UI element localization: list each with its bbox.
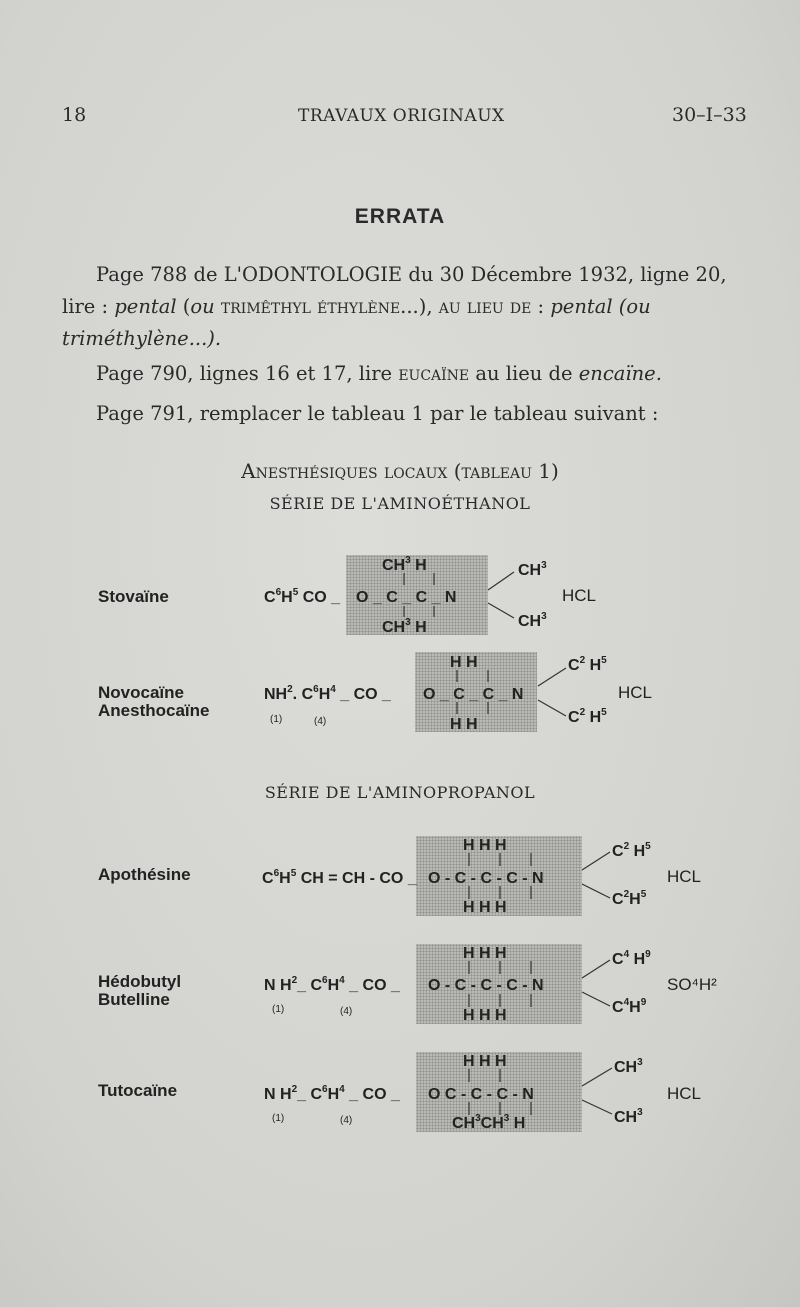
text-fragment: Page 790, lignes 16 et 17, lire: [96, 362, 399, 385]
svg-text:H H H: H H H: [463, 899, 507, 916]
svg-text:C6H5 CO _: $C^6H^5$ CO _: [264, 587, 341, 606]
errata-title: ERRATA: [354, 205, 446, 228]
svg-text:CH3: $CH^3$: [518, 560, 547, 579]
svg-text:H H: H H: [450, 654, 478, 671]
svg-text:O - C - C - C - N: O - C - C - C - N: [428, 977, 544, 994]
compound-name: Tutocaïne: [98, 1081, 178, 1100]
svg-text:C6H5 CH = CH - CO _: $C^6H^5$ CH = CH - CO _: [262, 868, 417, 887]
svg-text:H H H: H H H: [463, 1007, 507, 1024]
svg-text:C4 H9: $C^4$ $H^9$: [612, 949, 651, 968]
position-index: (4): [340, 1006, 353, 1017]
series-heading-aminopropanol: SÉRIE DE L'AMINOPROPANOL: [264, 783, 536, 802]
salt-label: HCL: [667, 1084, 702, 1103]
compound-name: Novocaïne: [98, 683, 184, 702]
svg-text:H H H: H H H: [463, 837, 507, 854]
svg-text:C2 H5: $C^2$ $H^5$: [568, 707, 607, 726]
text-fragment: lire :: [62, 295, 115, 318]
svg-text:CH3 H: $CH^3$ H: [382, 617, 427, 636]
svg-text:CH3: $CH^3$: [614, 1057, 643, 1076]
salt-label: SO⁴H²: [667, 975, 717, 994]
errata-line-1: Page 788 de L'ODONTOLOGIE du 30 Décembre 1932, ligne 20,: [96, 263, 727, 286]
svg-text:C2H5: $C^2H^5$: [612, 889, 647, 908]
svg-text:H H H: H H H: [463, 945, 507, 962]
text-fragment: trimêthyl éthylène...), au lieu de :: [214, 295, 551, 318]
series-heading-aminoethanol: SÉRIE DE L'AMINOÉTHANOL: [269, 494, 531, 513]
position-index: (4): [314, 716, 327, 727]
compound-name: Apothésine: [98, 865, 191, 884]
svg-text:C2 H5: $C^2$ $H^5$: [568, 655, 607, 674]
svg-text:C2 H5: $C^2$ $H^5$: [612, 841, 651, 860]
svg-text:CH3: $CH^3$: [614, 1107, 643, 1126]
svg-text:N H2_ C6H4 _ CO _: N $H^2\_$ $C^6H^4$ _ CO _: [264, 975, 400, 994]
running-title: TRAVAUX ORIGINAUX: [298, 106, 505, 126]
text-fragment: au lieu de: [469, 362, 579, 385]
svg-text:C4H9: $C^4H^9$: [612, 997, 647, 1016]
compound-name: Stovaïne: [98, 587, 169, 606]
errata-line-5: Page 791, remplacer le tableau 1 par le tableau suivant :: [96, 402, 659, 425]
issue-date: 30–I–33: [672, 104, 747, 126]
salt-label: HCL: [667, 867, 702, 886]
svg-text:O C - C - C - N: O C - C - C - N: [428, 1086, 534, 1103]
compound-name: Butelline: [98, 990, 170, 1009]
svg-text:O - C - C - C - N: O - C - C - C - N: [428, 870, 544, 887]
text-fragment: (: [176, 295, 191, 318]
salt-label: HCL: [562, 586, 597, 605]
position-index: (1): [272, 1004, 285, 1015]
text-fragment: pental: [114, 295, 177, 318]
page-number: 18: [62, 104, 87, 126]
text-fragment: pental (ou: [550, 295, 651, 318]
position-index: (4): [340, 1115, 353, 1126]
text-fragment: encaïne.: [578, 362, 662, 385]
svg-text:CH3CH3 H: $CH^3CH^3$ H: [452, 1113, 526, 1132]
position-index: (1): [270, 714, 283, 725]
svg-text:O _ C _ C _ N: O _ C _ C _ N: [423, 686, 524, 703]
errata-line-3: triméthylène...).: [62, 327, 222, 350]
svg-text:CH3: $CH^3$: [518, 611, 547, 630]
compound-name: Hédobutyl: [98, 972, 182, 991]
compound-name: Anesthocaïne: [98, 701, 210, 720]
text-fragment: ou: [190, 295, 215, 318]
svg-text:O _ C _ C _ N: O _ C _ C _ N: [356, 589, 457, 606]
salt-label: HCL: [618, 683, 653, 702]
table-title: Anesthésiques locaux (tableau 1): [241, 459, 559, 483]
svg-text:H H: H H: [450, 716, 478, 733]
svg-text:H H H: H H H: [463, 1053, 507, 1070]
svg-text:CH3 H: $CH^3$ H: [382, 555, 427, 574]
text-fragment: eucaïne: [398, 362, 470, 385]
svg-text:NH2. C6H4 _ CO _: $NH^2$. $C^6H^4$ _ CO _: [264, 684, 391, 703]
position-index: (1): [272, 1113, 285, 1124]
svg-text:N H2_ C6H4 _ CO _: N $H^2\_$ $C^6H^4$ _ CO _: [264, 1084, 400, 1103]
